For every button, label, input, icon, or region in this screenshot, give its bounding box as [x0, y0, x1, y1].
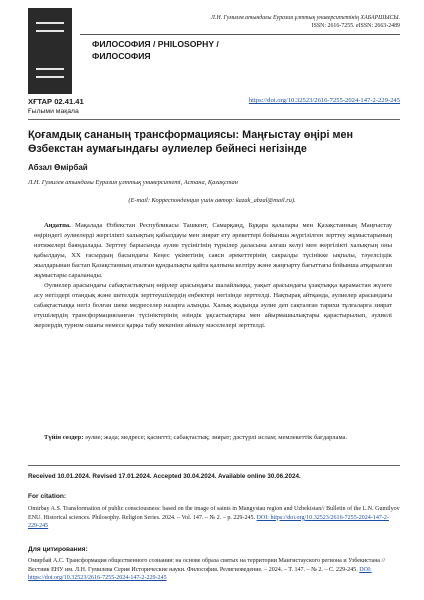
article-doi-link[interactable]: https://doi.org/10.32523/2616-7255-2024-147-2-229-245	[248, 97, 400, 104]
abstract-label: Аңдатпа.	[44, 222, 71, 229]
citation-en-text: Omirbay A.S. Transformation of public consciousness: based on the image of saints in Mangystau region and Uzbekistan// Bulletin of the L.N. Gumilyov ENU. Historical sciences. Philosophy. Religion Series. 2024. – Vol. 147. – № 2. – p. 229-245.	[28, 506, 400, 521]
citation-en	[28, 505, 400, 531]
received-dates: Received 10.01.2024. Revised 17.01.2024. Accepted 30.04.2024. Available online 30.06.2024.	[28, 473, 301, 480]
citation-ru-doi-link[interactable]: DOI: https://doi.org/10.32523/2616-7255-2024-147-2-229-245	[28, 566, 372, 582]
citation-ru-title: Для цитирования:	[28, 546, 88, 553]
author-name: Абзал Өмірбай	[28, 163, 88, 172]
journal-issn: ISSN: 2616-7255. eISSN: 2663-2489	[311, 23, 400, 29]
classification-code: ХҒТАР 02.41.41	[28, 97, 84, 106]
abstract-paragraph-2: Әулиелер арасындағы сабақтастықтың өңірлер арасындағы шалайлыққа, уақыт арасындағы ұзақтыққа қарамастан жүзеге асу негіздері отандық және шетелдік зерттеушілердің еңбектері негізінде зерттелді. Нақтырақ айтқанда, әулиелер арасындағы сабақтастыққа негіз болған шеке медреселер назарға алынды. Халық жадында әулие деп сақталған тарихи тұлғаларға зиярат етушілердің трансформацияланған түсініктерінің өзіндік ұқсастықтары мен айырмашылықтары қарастырылып, әулиелі жерлердің туризм ошағы немесе қарқы табу мекеніне айналу мәселелері зерттелді.	[34, 281, 392, 329]
keywords-label: Түйін сөздер:	[44, 434, 84, 441]
author-email: (E-mail: Корреспонденция үшін автор: kazak_abzal@mail.ru).	[128, 197, 296, 204]
abstract-paragraph-1: Мақалада Өзбекстан Республикасы Ташкент, Самарқанд, Бұқара қалалары мен Қазақстанның Маңғыстау өңіріндегі әулиелерді жергілікті халықтың қабылдауы мен зиярат ету әрекеттері бойынша жүргізілген зерттеу жұмыстарының нәтижелері баяндалады. Зерттеу барысында әулие түсінігінің түркілер даласына алғаш келуі мен жергілікті халықтың оны қабылдауы, XX ғасырдың басындағы Кеңес үкіметінің саяси әрекеттерінің сакралды түсінікке ықпалы, тәуелсіздік жылдарынан бастап Қазақстанның аталған құндылықты қайта қалпына келтіру және жаңғырту бағыттағы бойынша атқарылған жұмыстары сараланады.	[34, 222, 392, 279]
journal-logo	[28, 8, 72, 94]
citation-en-title: For citation:	[28, 493, 67, 500]
citation-en-doi-link[interactable]: DOI: https://doi.org/10.32523/2616-7255-2024-147-2-229-245	[28, 514, 389, 530]
journal-series: ФИЛОСОФИЯ / PHILOSOPHY /	[92, 39, 219, 49]
author-affiliation: Л.Н. Гумилев атындағы Еуразия ұлттық университеті, Астана, Қазақстан	[28, 179, 238, 186]
journal-series-line2: ФИЛОСОФИЯ	[92, 51, 151, 61]
article-title: Қоғамдық сананың трансформациясы: Маңғыстау өңірі мен Өзбекстан аумағындағы әулиелер бейнесі негізінде	[28, 129, 353, 155]
abstract	[34, 221, 392, 330]
header-divider	[80, 34, 400, 35]
citation-ru	[28, 557, 400, 583]
keywords-text: әулие; жада; медресе; қасиетті; сабақтастық; зиярат; дәстүрлі ислам; мемлекеттік бағдарлама.	[85, 434, 348, 441]
article-type: Ғылыми мақала	[28, 108, 79, 115]
citation-ru-text: Омирбай А.С. Трансформация общественного сознания: на основе образа святых на территории Мангистауского региона и Узбекистана // Вестник ЕНУ им. Л.Н. Гумилева Серия Исторические науки. Философия. Религиоведение. – 2024. – Т. 147. – № 2. – С. 229-245.	[28, 558, 385, 573]
mid-divider	[28, 465, 400, 466]
journal-header	[28, 8, 400, 94]
top-divider	[28, 119, 400, 120]
keywords	[34, 433, 392, 443]
journal-name: Л.Н. Гумилев атындағы Еуразия ұлттық университетінің ХАБАРШЫСЫ.	[210, 15, 400, 21]
